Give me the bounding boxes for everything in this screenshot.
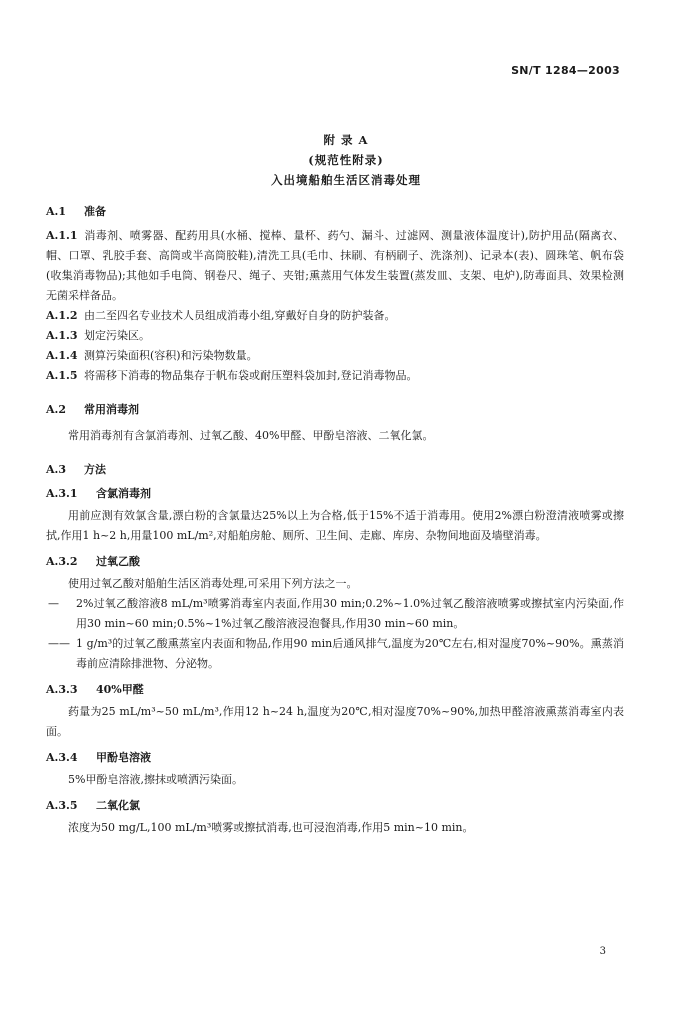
section-heading-a2 xyxy=(46,402,624,418)
clause-text: 测算污染面积(容积)和污染物数量。 xyxy=(84,349,258,362)
subsection-heading-a3-2: A.3.2 过氧乙酸 xyxy=(46,555,140,568)
clause-a1-3: A.1.3 划定污染区。 xyxy=(46,329,150,342)
dash-item-2 xyxy=(46,634,624,674)
dash-item-1 xyxy=(46,594,624,634)
paragraph-a2: 常用消毒剂有含氯消毒剂、过氧乙酸、40%甲醛、甲酚皂溶液、二氧化氯。 xyxy=(68,429,434,442)
subsection-heading-a3-1: A.3.1 含氯消毒剂 xyxy=(46,487,151,500)
clause-a1-1: A.1.1 消毒剂、喷雾器、配药用具(水桶、搅棒、量杯、药勺、漏斗、过滤网、测量液体温度计),防护用品(隔离衣、帽、口罩、乳胶手套、高筒或半高筒胶鞋),清洗工具(毛巾、抹刷、有柄刷子、洗涤剂)、记录本(表)、圆珠笔、帆布袋(收集消毒物品);其他如手电筒、钢卷尺、绳子、夹钳;熏蒸用气体发生装置(蒸发皿、支架、电炉),防毒面具、效果检测无菌采样备品。 xyxy=(46,229,624,302)
dash-mark: —— xyxy=(48,637,70,650)
dash-text: 2%过氧乙酸溶液8 mL/m³喷雾消毒室内表面,作用30 min;0.2%~1.0%过氧乙酸溶液喷雾或擦拭室内污染面,作用30 min~60 min;0.5%~1%过氧乙酸溶液浸泡餐具,作用30 min~60 min。 xyxy=(76,597,624,630)
subsection-heading-a3-5: A.3.5 二氧化氯 xyxy=(46,799,140,812)
paragraph-a3-5: 浓度为50 mg/L,100 mL/m³喷雾或擦拭消毒,也可浸泡消毒,作用5 min~10 min。 xyxy=(68,821,474,834)
page-number: 3 xyxy=(599,946,606,957)
clause-a1-4: A.1.4 测算污染面积(容积)和污染物数量。 xyxy=(46,349,258,362)
annex-type: (规范性附录) xyxy=(308,153,384,167)
annex-label: 附 录 A xyxy=(323,133,369,147)
section-title: 方法 xyxy=(84,463,106,476)
section-heading-a1 xyxy=(46,204,624,220)
paragraph-a3-2: 使用过氧乙酸对船舶生活区消毒处理,可采用下列方法之一。 xyxy=(68,577,358,590)
section-number: A.1 xyxy=(46,205,67,218)
subsection-heading-a3-4: A.3.4 甲酚皂溶液 xyxy=(46,751,151,764)
standard-code: SN/T 1284—2003 xyxy=(511,64,620,77)
dash-mark: — xyxy=(48,597,59,610)
section-number: A.2 xyxy=(46,403,67,416)
clause-text: 消毒剂、喷雾器、配药用具(水桶、搅棒、量杯、药勺、漏斗、过滤网、测量液体温度计),防护用品(隔离衣、帽、口罩、乳胶手套、高筒或半高筒胶鞋),清洗工具(毛巾、抹刷、有柄刷子、洗涤剂)、记录本(表)、圆珠笔、帆布袋(收集消毒物品);其他如手电筒、钢卷尺、绳子、夹钳;熏蒸用气体发生装置(蒸发皿、支架、电炉),防毒面具、效果检测无菌采样备品。 xyxy=(46,229,624,302)
section-title: 准备 xyxy=(84,205,106,218)
section-number: A.3 xyxy=(46,463,67,476)
paragraph-a3-3: 药量为25 mL/m³~50 mL/m³,作用12 h~24 h,温度为20℃,相对湿度70%~90%,加热甲醛溶液熏蒸消毒室内表面。 xyxy=(46,705,624,738)
clause-text: 将需移下消毒的物品集存于帆布袋或耐压塑料袋加封,登记消毒物品。 xyxy=(84,369,418,382)
section-heading-a3 xyxy=(46,462,624,478)
section-title: 常用消毒剂 xyxy=(84,403,139,416)
annex-title-block xyxy=(0,130,692,190)
paragraph-a3-1: 用前应测有效氯含量,漂白粉的含氯量达25%以上为合格,低于15%不适于消毒用。使用2%漂白粉澄清液喷雾或擦拭,作用1 h~2 h,用量100 mL/m²,对船舶房舱、厕所、卫生间、走廊、库房、杂物间地面及墙壁消毒。 xyxy=(46,509,624,542)
document-body xyxy=(46,204,624,838)
paragraph-a3-4: 5%甲酚皂溶液,擦抹或喷洒污染面。 xyxy=(68,773,243,786)
clause-a1-5: A.1.5 将需移下消毒的物品集存于帆布袋或耐压塑料袋加封,登记消毒物品。 xyxy=(46,369,418,382)
subsection-heading-a3-3: A.3.3 40%甲醛 xyxy=(46,683,144,696)
annex-title: 入出境船舶生活区消毒处理 xyxy=(271,173,421,187)
clause-a1-2: A.1.2 由二至四名专业技术人员组成消毒小组,穿戴好自身的防护装备。 xyxy=(46,309,396,322)
dash-text: 1 g/m³的过氧乙酸熏蒸室内表面和物品,作用90 min后通风排气,温度为20℃左右,相对湿度70%~90%。熏蒸消毒前应清除排泄物、分泌物。 xyxy=(76,637,624,670)
clause-text: 划定污染区。 xyxy=(84,329,150,342)
clause-text: 由二至四名专业技术人员组成消毒小组,穿戴好自身的防护装备。 xyxy=(84,309,396,322)
